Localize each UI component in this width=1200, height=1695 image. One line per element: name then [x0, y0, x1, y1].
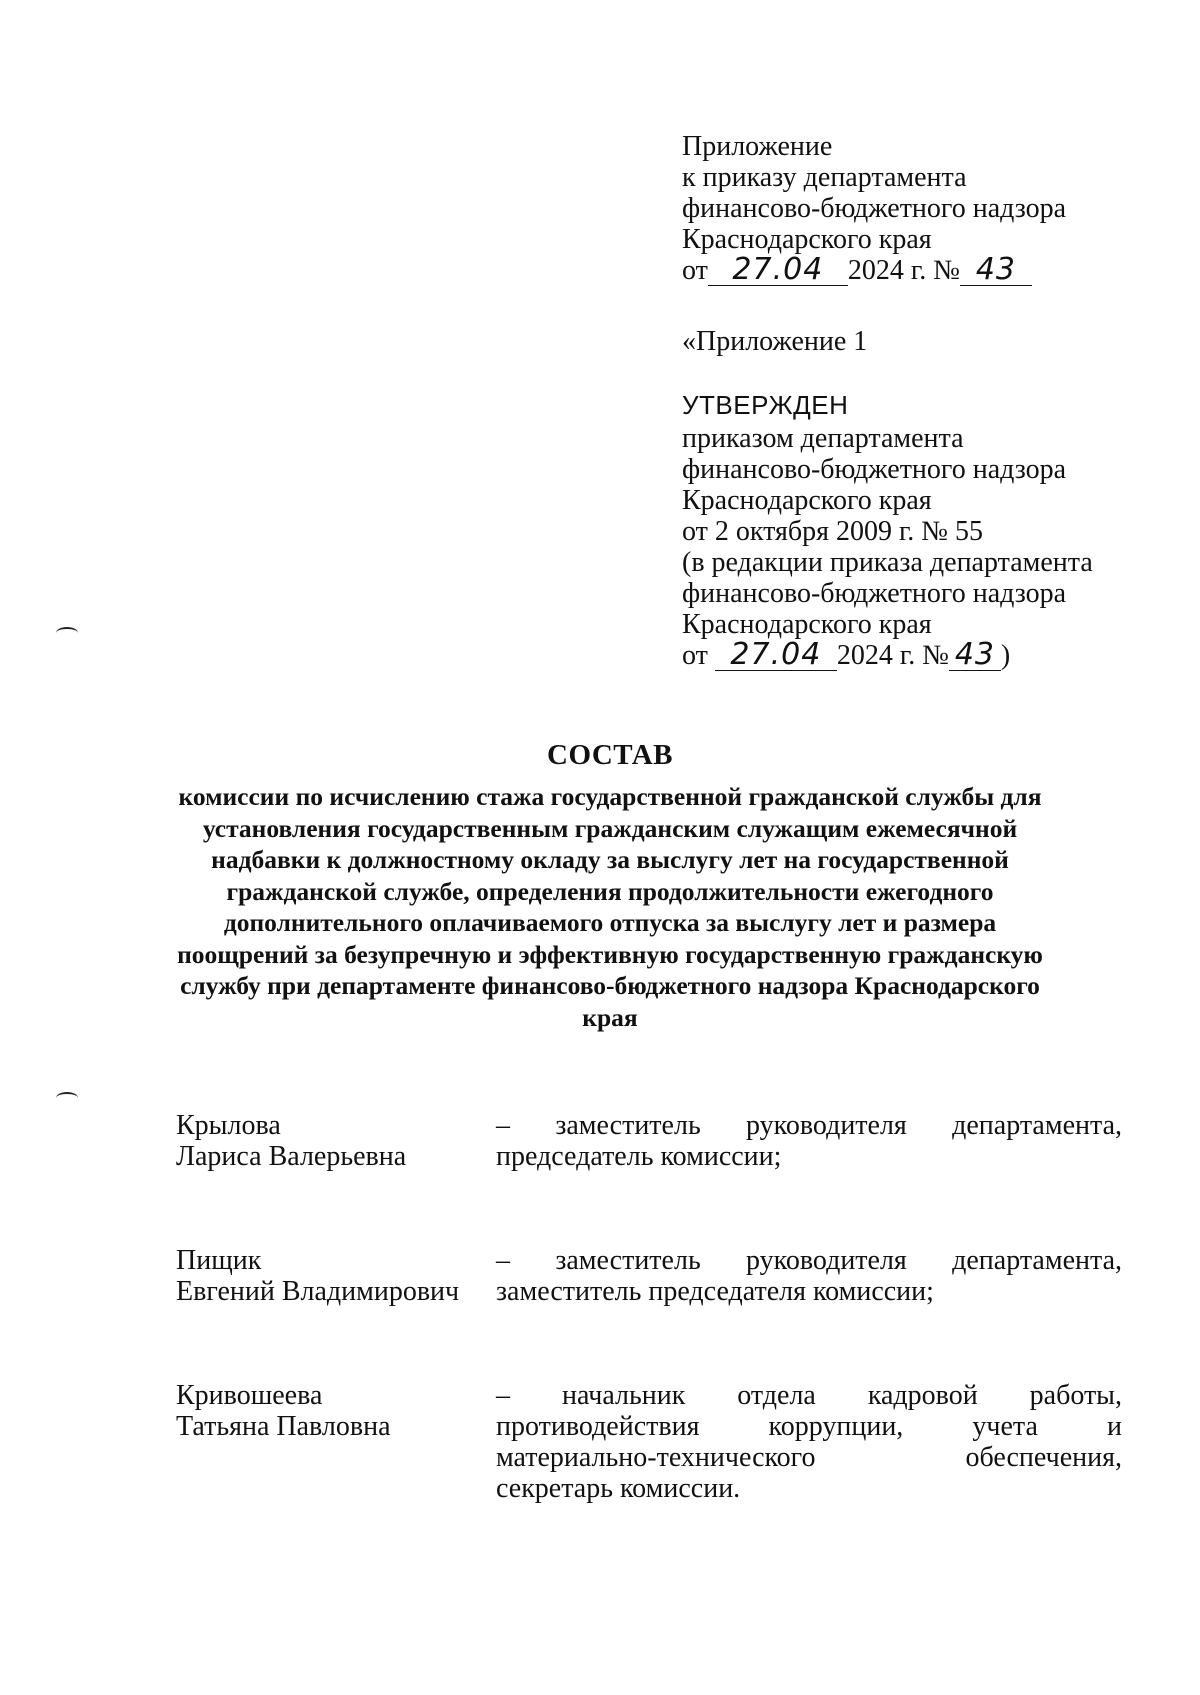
document-title	[160, 740, 1060, 1033]
approved-handwritten-number: 43	[949, 640, 1001, 671]
title-line: установления государственным гражданским служащим ежемесячной	[202, 813, 1018, 843]
title-line: края	[582, 1002, 638, 1032]
title-line: поощрений за безупречную и эффективную государственную гражданскую	[177, 939, 1043, 969]
scan-mark	[56, 627, 78, 639]
member-role	[496, 1380, 1122, 1504]
appendix-1-label	[682, 326, 867, 357]
header-line-2: к приказу департамента	[682, 162, 967, 193]
approved-closing-paren: )	[1000, 640, 1011, 671]
title-heading: СОСТАВ	[547, 739, 673, 771]
approved-title: УТВЕРЖДЕН	[682, 390, 849, 420]
approved-line-4: от 2 октября 2009 г. № 55	[682, 516, 984, 547]
title-line: службу при департаменте финансово-бюджетного надзора Краснодарского	[180, 971, 1040, 1000]
member-given-names: Лариса Валерьевна	[176, 1141, 407, 1172]
appendix-1-text: «Приложение 1	[682, 326, 868, 357]
title-line: надбавки к должностному окладу за выслугу лет на государственной	[211, 845, 1009, 874]
member-given-names: Татьяна Павловна	[176, 1411, 391, 1442]
title-line: дополнительного оплачиваемого отпуска за выслугу лет и размера	[223, 908, 997, 937]
title-line: комиссии по исчислению стажа государственной гражданской службы для	[178, 782, 1042, 811]
approved-date-prefix: от	[682, 640, 708, 671]
approved-line-5: (в редакции приказа департамента	[682, 547, 1093, 578]
approved-line-6: финансово-бюджетного надзора	[682, 578, 1067, 609]
header-handwritten-number: 43	[960, 255, 1032, 286]
title-line: гражданской службе, определения продолжительности ежегодного	[226, 876, 994, 906]
header-date-year: 2024 г. №	[847, 255, 960, 286]
member-role	[496, 1245, 1122, 1307]
member-surname: Крылова	[176, 1110, 281, 1141]
approved-date-year: 2024 г. №	[836, 640, 949, 671]
approved-handwritten-date: 27.04	[715, 640, 837, 671]
approved-line-3: Краснодарского края	[682, 485, 932, 516]
member-role-last: председатель комиссии;	[496, 1141, 782, 1172]
member-role-line: материально-технического обеспечения,	[496, 1442, 1122, 1473]
member-given-names: Евгений Владимирович	[176, 1276, 460, 1307]
member-role-line: – заместитель руководителя департамента,	[496, 1110, 1122, 1141]
scan-mark	[56, 1092, 78, 1104]
member-name	[176, 1110, 476, 1172]
member-role-line: – начальник отдела кадровой работы,	[496, 1380, 1122, 1411]
approved-line-7: Краснодарского края	[682, 609, 932, 640]
header-line-3: финансово-бюджетного надзора	[682, 193, 1067, 224]
approved-line-1: приказом департамента	[682, 423, 964, 454]
member-role-line: противодействия коррупции, учета и	[496, 1411, 1122, 1442]
member-name	[176, 1380, 476, 1442]
member-role	[496, 1110, 1122, 1172]
appendix-header	[682, 131, 1066, 286]
member-role-last: секретарь комиссии.	[496, 1473, 741, 1504]
member-surname: Кривошеева	[176, 1380, 323, 1411]
header-line-1: Приложение	[682, 131, 833, 162]
header-date-line	[682, 252, 1066, 287]
approved-line-2: финансово-бюджетного надзора	[682, 454, 1067, 485]
member-role-last: заместитель председателя комиссии;	[496, 1276, 934, 1307]
header-date-prefix: от	[682, 255, 708, 286]
member-name	[176, 1245, 476, 1307]
member-role-line: – заместитель руководителя департамента,	[496, 1245, 1122, 1276]
member-surname: Пищик	[176, 1245, 262, 1276]
approved-block	[682, 390, 1093, 671]
approved-date-line	[682, 637, 1093, 672]
header-line-4: Краснодарского края	[682, 224, 932, 255]
header-handwritten-date: 27.04	[708, 255, 848, 286]
